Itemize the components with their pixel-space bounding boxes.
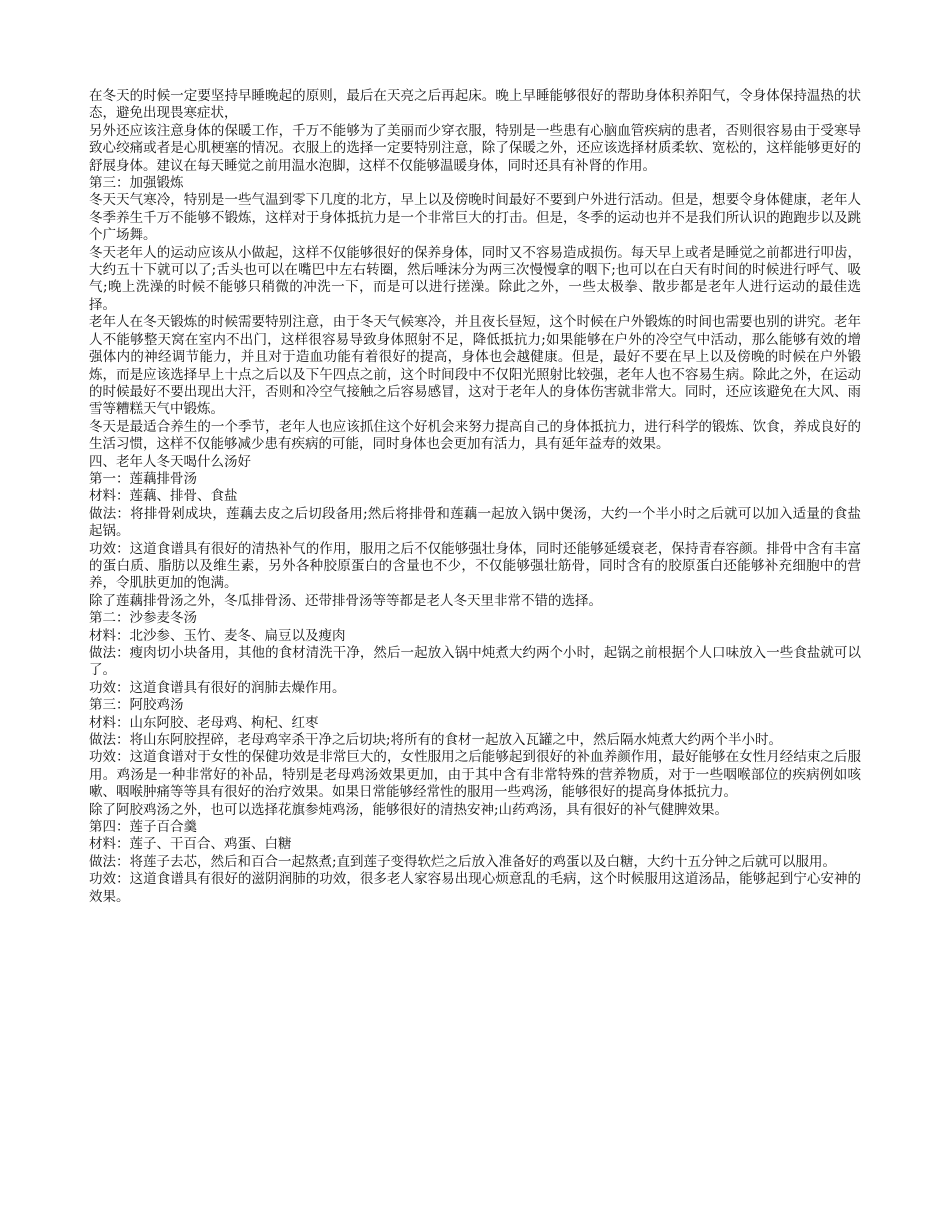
recipe-benefit: 功效：这道食谱对于女性的保健功效是非常巨大的，女性服用之后能够起到很好的补血养颜作用，最好能够在女性月经结束之后服用。鸡汤是一种非常好的补品，特别是老母鸡汤效果更加，由于其中含有非常特殊的营养物质，对于一些咽喉部位的疾病例如咳嗽、咽喉肿痛等等具有很好的治疗效果。如果日常能够经常性的服用一些鸡汤，能够很好的提高身体抵抗力。 bbox=[89, 749, 861, 801]
paragraph: 冬天是最适合养生的一个季节，老年人也应该抓住这个好机会来努力提高自己的身体抵抗力，进行科学的锻炼、饮食，养成良好的生活习惯，这样不仅能够减少患有疾病的可能，同时身体也会更加有活力，具有延年益寿的效果。 bbox=[89, 418, 861, 453]
recipe-method: 做法：将排骨剁成块，莲藕去皮之后切段备用;然后将排骨和莲藕一起放入锅中煲汤，大约一个半小时之后就可以加入适量的食盐起锅。 bbox=[89, 505, 861, 540]
recipe-ingredients: 材料：莲子、干百合、鸡蛋、白糖 bbox=[89, 836, 292, 853]
recipe-benefit: 功效：这道食谱具有很好的滋阴润肺的功效，很多老人家容易出现心烦意乱的毛病，这个时候服用这道汤品，能够起到宁心安神的效果。 bbox=[89, 871, 861, 905]
recipe-method: 做法：将山东阿胶捏碎，老母鸡宰杀干净之后切块;将所有的食材一起放入瓦罐之中，然后隔水炖煮大约两个半小时。 bbox=[89, 732, 783, 749]
paragraph: 冬天天气寒冷，特别是一些气温到零下几度的北方，早上以及傍晚时间最好不要到户外进行活动。但是，想要令身体健康，老年人冬季养生千万不能够不锻炼，这样对于身体抵抗力是一个非常巨大的打击。但是，冬季的运动也并不是我们所认识的跑跑步以及跳个广场舞。 bbox=[89, 192, 861, 244]
paragraph: 除了阿胶鸡汤之外，也可以选择花旗参炖鸡汤，能够很好的清热安神;山药鸡汤，具有很好的补气健脾效果。 bbox=[89, 801, 729, 818]
recipe-benefit: 功效：这道食谱具有很好的清热补气的作用，服用之后不仅能够强壮身体，同时还能够延缓衰老，保持青春容颜。排骨中含有丰富的蛋白质、脂肪以及维生素，另外各种胶原蛋白的含量也不少，不仅能够强壮筋骨，同时含有的胶原蛋白还能够补充细胞中的营养，令肌肤更加的饱满。 bbox=[89, 540, 861, 592]
recipe-method: 做法：将莲子去芯，然后和百合一起熬煮;直到莲子变得软烂之后放入准备好的鸡蛋以及白糖，大约十五分钟之后就可以服用。 bbox=[89, 853, 837, 870]
recipe-method: 做法：瘦肉切小块备用，其他的食材清洗干净，然后一起放入锅中炖煮大约两个小时，起锅之前根据个人口味放入一些食盐就可以了。 bbox=[89, 645, 861, 679]
recipe-benefit: 功效：这道食谱具有很好的润肺去燥作用。 bbox=[89, 679, 346, 696]
document-body bbox=[89, 88, 861, 906]
paragraph: 另外还应该注意身体的保暖工作，千万不能够为了美丽而少穿衣服，特别是一些患有心脑血管疾病的患者，否则很容易由于受寒导致心绞痛或者是心肌梗塞的情况。衣服上的选择一定要特别注意，除了保暖之外，还应该选择材质柔软、宽松的，这样能够更好的舒展身体。建议在每天睡觉之前用温水泡脚，这样不仅能够温暖身体，同时还具有补肾的作用。 bbox=[89, 122, 861, 174]
recipe-heading: 第一：莲藕排骨汤 bbox=[89, 470, 197, 487]
paragraph: 除了莲藕排骨汤之外，冬瓜排骨汤、还带排骨汤等等都是老人冬天里非常不错的选择。 bbox=[89, 592, 602, 609]
paragraph: 老年人在冬天锻炼的时候需要特别注意，由于冬天气候寒冷，并且夜长昼短，这个时候在户外锻炼的时间也需要也别的讲究。老年人不能够整天窝在室内不出门，这样很容易导致身体照射不足，降低抵抗力;如果能够在户外的冷空气中活动，那么能够有效的增强体内的神经调节能力，并且对于造血功能有着很好的提高，身体也会越健康。但是，最好不要在早上以及傍晚的时候在户外锻炼，而是应该选择早上十点之后以及下午四点之前，这个时间段中不仅阳光照射比较强，老年人也不容易生病。除此之外，在运动的时候最好不要出现出大汗，否则和冷空气接触之后容易感冒，这对于老年人的身体伤害就非常大。同时，还应该避免在大风、雨雪等糟糕天气中锻炼。 bbox=[89, 314, 861, 418]
paragraph: 冬天老年人的运动应该从小做起，这样不仅能够很好的保养身体，同时又不容易造成损伤。每天早上或者是睡觉之前都进行叩齿，大约五十下就可以了;舌头也可以在嘴巴中左右转圈，然后唾沫分为两三次慢慢拿的咽下;也可以在白天有时间的时候进行呼气、吸气;晚上洗澡的时候不能够只稍微的冲洗一下，而是可以进行搓澡。除此之外，一些太极拳、散步都是老年人进行运动的最佳选择。 bbox=[89, 244, 861, 313]
section-heading: 四、老年人冬天喝什么汤好 bbox=[89, 453, 251, 470]
paragraph: 在冬天的时候一定要坚持早睡晚起的原则，最后在天亮之后再起床。晚上早睡能够很好的帮助身体积养阳气，令身体保持温热的状态，避免出现畏寒症状， bbox=[89, 88, 861, 122]
recipe-heading: 第三：阿胶鸡汤 bbox=[89, 697, 184, 714]
recipe-heading: 第四：莲子百合羹 bbox=[89, 819, 197, 836]
recipe-heading: 第二：沙参麦冬汤 bbox=[89, 610, 197, 627]
recipe-ingredients: 材料：北沙参、玉竹、麦冬、扁豆以及瘦肉 bbox=[89, 627, 346, 644]
section-heading: 第三：加强锻炼 bbox=[89, 175, 184, 192]
recipe-ingredients: 材料：山东阿胶、老母鸡、枸杞、红枣 bbox=[89, 714, 319, 731]
recipe-ingredients: 材料：莲藕、排骨、食盐 bbox=[89, 488, 238, 505]
